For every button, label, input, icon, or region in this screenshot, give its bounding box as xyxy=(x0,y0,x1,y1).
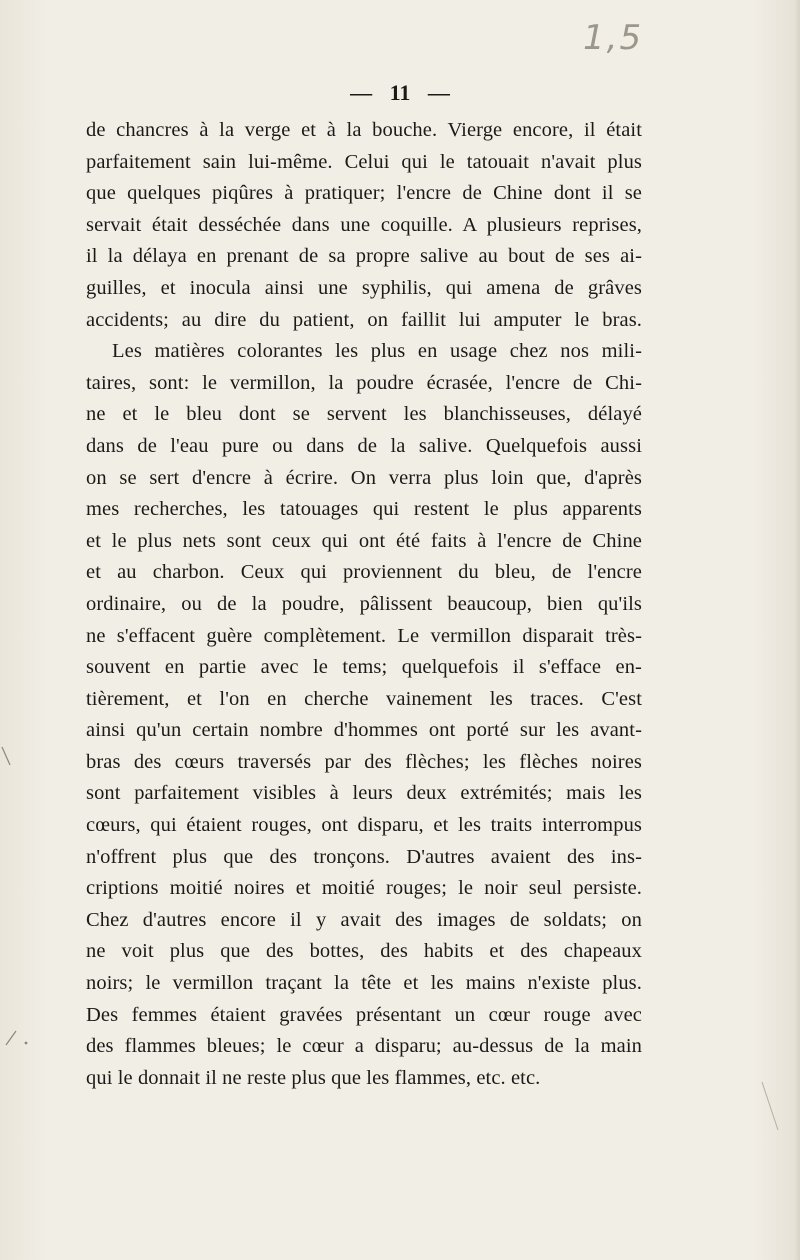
text-line: Les matières colorantes les plus en usage chez nos mili- xyxy=(112,340,642,363)
pencil-annotation: 1,5 xyxy=(583,18,644,58)
text-line: taires, sont: le vermillon, la poudre écrasée, l'encre de Chi- xyxy=(86,371,642,394)
page-number: 11 xyxy=(389,80,411,105)
text-line: souvent en partie avec le tems; quelquefois il s'efface en- xyxy=(86,656,642,679)
page-edge xyxy=(794,0,800,1260)
text-line: on se sert d'encre à écrire. On verra plus loin que, d'après xyxy=(86,466,642,489)
text-line: n'offrent plus que des tronçons. D'autres avaient des ins- xyxy=(86,845,642,868)
text-line: Chez d'autres encore il y avait des images de soldats; on xyxy=(86,908,642,931)
text-line: Des femmes étaient gravées présentant un cœur rouge avec xyxy=(86,1003,642,1026)
text-line: cœurs, qui étaient rouges, ont disparu, et les traits interrompus xyxy=(86,814,642,837)
text-line: noirs; le vermillon traçant la tête et les mains n'existe plus. xyxy=(86,972,642,995)
text-line: il la délaya en prenant de sa propre salive au bout de ses ai- xyxy=(86,245,642,268)
text-line: tièrement, et l'on en cherche vainement les traces. C'est xyxy=(86,687,642,710)
text-line: bras des cœurs traversés par des flèches; les flèches noires xyxy=(86,750,642,773)
margin-stroke-mark xyxy=(760,1080,784,1140)
text-line: parfaitement sain lui-même. Celui qui le tatouait n'avait plus xyxy=(86,150,642,173)
text-line: et au charbon. Ceux qui proviennent du bleu, de l'encre xyxy=(86,561,642,584)
text-line: servait était desséchée dans une coquille. A plusieurs reprises, xyxy=(86,213,642,236)
text-line: guilles, et inocula ainsi une syphilis, qui amena de grâves xyxy=(86,276,642,299)
header-dash-right: — xyxy=(427,80,450,105)
text-line: ne et le bleu dont se servent les blanchisseuses, délayé xyxy=(86,403,642,426)
text-line: sont parfaitement visibles à leurs deux extrémités; mais les xyxy=(86,782,642,805)
body-text xyxy=(86,115,642,1094)
text-line: ne voit plus que des bottes, des habits et des chapeaux xyxy=(86,940,642,963)
text-line: accidents; au dire du patient, on faillit lui amputer le bras. xyxy=(86,308,642,331)
text-line: ne s'effacent guère complètement. Le vermillon disparait très- xyxy=(86,624,642,647)
text-line: dans de l'eau pure ou dans de la salive. Quelquefois aussi xyxy=(86,434,642,457)
text-line: que quelques piqûres à pratiquer; l'encre de Chine dont il se xyxy=(86,182,642,205)
text-line: ordinaire, ou de la poudre, pâlissent beaucoup, bien qu'ils xyxy=(86,592,642,615)
text-line: de chancres à la verge et à la bouche. Vierge encore, il était xyxy=(86,119,642,141)
text-line: des flammes bleues; le cœur a disparu; au-dessus de la main xyxy=(86,1035,642,1058)
header-dash-left: — xyxy=(350,80,373,105)
text-line: qui le donnait il ne reste plus que les flammes, etc. etc. xyxy=(86,1066,541,1089)
text-line: criptions moitié noires et moitié rouges; le noir seul persiste. xyxy=(86,877,642,900)
margin-slash-mark xyxy=(2,1025,32,1049)
text-line: et le plus nets sont ceux qui ont été faits à l'encre de Chine xyxy=(86,529,642,552)
text-line: mes recherches, les tatouages qui restent le plus apparents xyxy=(86,498,642,521)
text-line: ainsi qu'un certain nombre d'hommes ont porté sur les avant- xyxy=(86,719,642,742)
margin-tick-mark xyxy=(0,745,14,769)
page-header xyxy=(0,80,800,106)
